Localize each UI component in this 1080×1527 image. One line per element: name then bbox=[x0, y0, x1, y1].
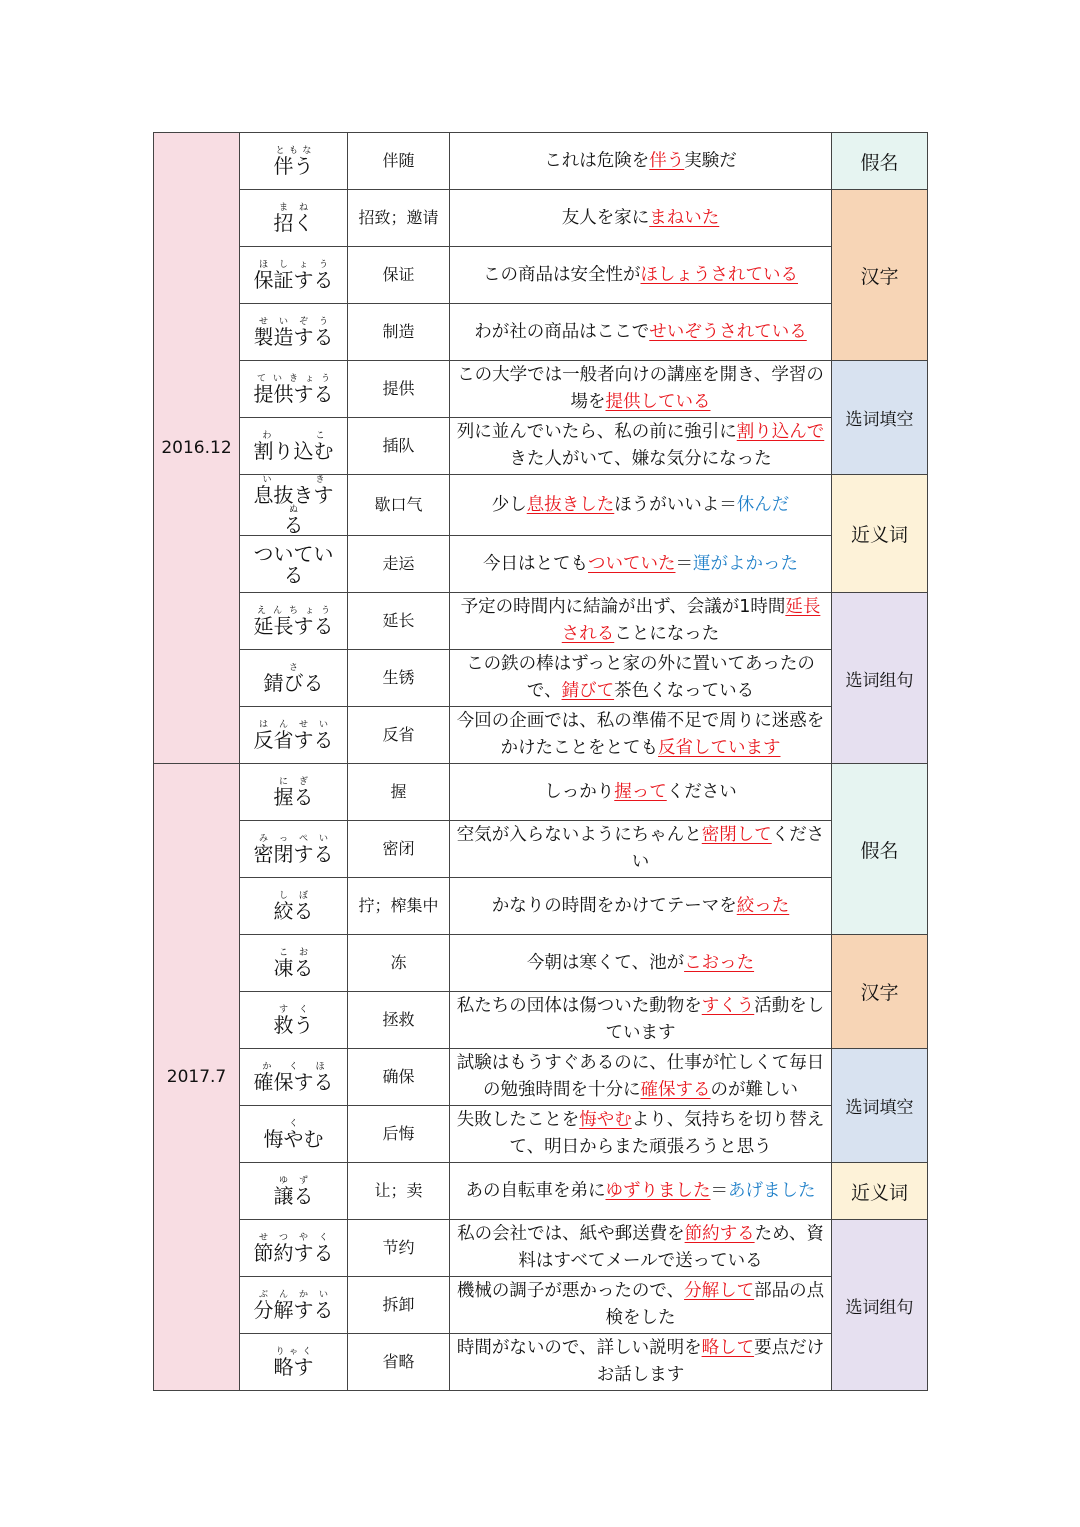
meaning-cell: 走运 bbox=[348, 536, 450, 593]
word-cell bbox=[240, 1163, 348, 1220]
sentence-text: 予定の時間内に結論が出ず、会議が1時間 bbox=[460, 597, 786, 617]
table-row bbox=[154, 418, 928, 475]
example-sentence bbox=[450, 304, 832, 361]
word-text: 錆びる bbox=[263, 671, 324, 695]
sentence-text: しっかり bbox=[544, 781, 615, 802]
word-ruby bbox=[253, 260, 334, 292]
table-row bbox=[154, 304, 928, 361]
sentence-text: 今日はとても bbox=[483, 553, 588, 574]
word-text: 保証する bbox=[253, 268, 334, 292]
example-sentence bbox=[450, 935, 832, 992]
category-label: 假名 bbox=[832, 764, 928, 935]
synonym-text: 休んだ bbox=[736, 494, 790, 515]
sentence-highlight: 悔やむ bbox=[579, 1110, 632, 1130]
table-row bbox=[154, 935, 928, 992]
table-row bbox=[154, 764, 928, 821]
word-reading: ぶんかい bbox=[253, 1290, 334, 1300]
sentence-text: 失敗したことを bbox=[456, 1110, 580, 1130]
word-ruby bbox=[263, 663, 324, 695]
word-cell bbox=[240, 1220, 348, 1277]
example-sentence bbox=[450, 247, 832, 304]
sentence-text: きた人がいて、嫌な気分になった bbox=[509, 449, 772, 469]
word-cell bbox=[240, 133, 348, 190]
sentence-text: ください bbox=[631, 825, 825, 872]
example-sentence bbox=[450, 1220, 832, 1277]
word-reading: さ bbox=[263, 663, 324, 673]
meaning-cell: 保证 bbox=[348, 247, 450, 304]
meaning-cell: 确保 bbox=[348, 1049, 450, 1106]
word-text: 分解する bbox=[253, 1298, 334, 1322]
category-label: 选词组句 bbox=[832, 1220, 928, 1391]
word-ruby bbox=[253, 1062, 334, 1094]
example-sentence bbox=[450, 475, 832, 536]
table-row bbox=[154, 1163, 928, 1220]
sentence-highlight: 分解して bbox=[684, 1281, 755, 1301]
word-text: 確保する bbox=[253, 1070, 334, 1094]
meaning-cell: 节约 bbox=[348, 1220, 450, 1277]
word-text: 息抜きする bbox=[253, 483, 334, 536]
category-label: 假名 bbox=[832, 133, 928, 190]
word-ruby bbox=[253, 720, 334, 752]
sentence-highlight: ついていた bbox=[588, 553, 676, 574]
table-row bbox=[154, 650, 928, 707]
meaning-cell: 密闭 bbox=[348, 821, 450, 878]
sentence-highlight: ゆずりました bbox=[605, 1180, 711, 1201]
meaning-cell: 伴随 bbox=[348, 133, 450, 190]
word-text: 凍る bbox=[273, 956, 314, 980]
sentence-text: のが難しい bbox=[710, 1080, 798, 1100]
word-cell bbox=[240, 247, 348, 304]
synonym-text: あげました bbox=[728, 1180, 816, 1201]
word-reading: ていきょう bbox=[253, 374, 334, 384]
example-sentence bbox=[450, 190, 832, 247]
word-ruby bbox=[253, 317, 334, 349]
sentence-text: 少し bbox=[491, 494, 527, 515]
category-label: 近义词 bbox=[832, 1163, 928, 1220]
sentence-highlight: 密閉して bbox=[701, 825, 772, 845]
meaning-cell: 冻 bbox=[348, 935, 450, 992]
table-row bbox=[154, 133, 928, 190]
word-cell bbox=[240, 361, 348, 418]
sentence-highlight: 反省しています bbox=[658, 738, 781, 758]
word-text: 悔やむ bbox=[263, 1127, 324, 1151]
word-text: 握る bbox=[273, 785, 314, 809]
word-reading: しぼ bbox=[273, 891, 314, 901]
table-row bbox=[154, 361, 928, 418]
table-row bbox=[154, 593, 928, 650]
sentence-text: わが社の商品はここで bbox=[474, 321, 650, 342]
sentence-highlight: 確保する bbox=[640, 1080, 711, 1100]
meaning-cell: 生锈 bbox=[348, 650, 450, 707]
word-cell bbox=[240, 650, 348, 707]
synonym-text: 運がよかった bbox=[693, 553, 798, 574]
vocabulary-table bbox=[153, 132, 928, 1391]
word-ruby bbox=[254, 542, 334, 587]
meaning-cell: 后悔 bbox=[348, 1106, 450, 1163]
table-row bbox=[154, 1049, 928, 1106]
word-reading: えんちょう bbox=[253, 606, 334, 616]
example-sentence bbox=[450, 133, 832, 190]
meaning-cell: 握 bbox=[348, 764, 450, 821]
sentence-text: 時間がないので、詳しい説明を bbox=[456, 1338, 702, 1358]
word-cell bbox=[240, 764, 348, 821]
word-reading: はんせい bbox=[253, 720, 334, 730]
word-reading: ともな bbox=[273, 146, 314, 156]
word-ruby bbox=[253, 475, 334, 536]
sentence-highlight: すくう bbox=[701, 996, 755, 1016]
sentence-text: ことになった bbox=[614, 624, 720, 644]
example-sentence bbox=[450, 1334, 832, 1391]
table-row bbox=[154, 1277, 928, 1334]
sentence-text: 私の会社では、紙や郵送費を bbox=[457, 1224, 685, 1244]
example-sentence bbox=[450, 1163, 832, 1220]
word-reading: ほしょう bbox=[253, 260, 334, 270]
word-text: 提供する bbox=[253, 382, 334, 406]
sentence-text: 部品の点検をした bbox=[605, 1281, 825, 1328]
sentence-highlight: 絞った bbox=[736, 895, 790, 916]
word-text: 割り込む bbox=[253, 439, 334, 463]
sentence-text: ください bbox=[666, 781, 737, 802]
category-label: 近义词 bbox=[832, 475, 928, 593]
sentence-highlight: 握って bbox=[614, 781, 667, 802]
meaning-cell: 反省 bbox=[348, 707, 450, 764]
example-sentence bbox=[450, 418, 832, 475]
word-text: 招く bbox=[273, 211, 314, 235]
example-sentence bbox=[450, 764, 832, 821]
sentence-text: 機械の調子が悪かったので、 bbox=[456, 1281, 685, 1301]
sentence-text: ため、資料はすべてメールで送っている bbox=[518, 1224, 824, 1271]
sentence-text: これは危険を bbox=[544, 150, 650, 171]
word-text: 製造する bbox=[253, 325, 334, 349]
sentence-highlight: ほしょうされている bbox=[640, 264, 798, 285]
example-sentence bbox=[450, 821, 832, 878]
word-reading: みっぺい bbox=[253, 834, 334, 844]
table-row bbox=[154, 190, 928, 247]
word-reading: ゆず bbox=[273, 1176, 314, 1186]
meaning-cell: 让；卖 bbox=[348, 1163, 450, 1220]
table-row bbox=[154, 878, 928, 935]
sentence-text: この大学では一般者向けの講座を開き、学習の場を bbox=[457, 365, 824, 412]
word-cell bbox=[240, 992, 348, 1049]
sentence-text: かなりの時間をかけてテーマを bbox=[491, 895, 737, 916]
sentence-highlight: まねいた bbox=[649, 207, 720, 228]
table-row bbox=[154, 475, 928, 536]
sentence-text: 友人を家に bbox=[561, 207, 650, 228]
category-label: 选词组句 bbox=[832, 593, 928, 764]
word-reading: まね bbox=[273, 203, 314, 213]
sentence-highlight: 錆びて bbox=[561, 681, 615, 701]
word-ruby bbox=[273, 1176, 314, 1208]
word-text: 伴う bbox=[273, 154, 314, 178]
word-text: 救う bbox=[273, 1013, 314, 1037]
word-cell bbox=[240, 935, 348, 992]
table-row bbox=[154, 1220, 928, 1277]
meaning-cell: 省略 bbox=[348, 1334, 450, 1391]
word-reading: すく bbox=[273, 1005, 314, 1015]
meaning-cell: 拧；榨集中 bbox=[348, 878, 450, 935]
word-ruby bbox=[273, 777, 314, 809]
sentence-text: 今回の企画では、私の準備不足で周りに迷惑をかけたことをとても bbox=[456, 711, 825, 758]
meaning-cell: 延长 bbox=[348, 593, 450, 650]
sentence-text: 実験だ bbox=[684, 150, 737, 171]
example-sentence bbox=[450, 1106, 832, 1163]
word-ruby bbox=[273, 1347, 314, 1379]
word-text: 節約する bbox=[253, 1241, 334, 1265]
word-cell bbox=[240, 1106, 348, 1163]
word-reading: かくほ bbox=[253, 1062, 334, 1072]
category-label: 选词填空 bbox=[832, 1049, 928, 1163]
meaning-cell: 歇口气 bbox=[348, 475, 450, 536]
category-label: 选词填空 bbox=[832, 361, 928, 475]
word-cell bbox=[240, 1277, 348, 1334]
word-ruby bbox=[253, 431, 334, 463]
table-row bbox=[154, 1106, 928, 1163]
sentence-highlight: 息抜きした bbox=[526, 494, 615, 515]
sentence-text: 空気が入らないようにちゃんと bbox=[456, 825, 702, 845]
word-cell bbox=[240, 536, 348, 593]
meaning-cell: 插队 bbox=[348, 418, 450, 475]
word-ruby bbox=[273, 1005, 314, 1037]
word-reading: にぎ bbox=[273, 777, 314, 787]
meaning-cell: 招致；邀请 bbox=[348, 190, 450, 247]
session-label: 2016.12 bbox=[154, 133, 240, 764]
example-sentence bbox=[450, 1277, 832, 1334]
word-text: 譲る bbox=[273, 1184, 314, 1208]
word-ruby bbox=[253, 1290, 334, 1322]
sentence-text: ＝ bbox=[675, 553, 693, 574]
word-ruby bbox=[273, 203, 314, 235]
session-label: 2017.7 bbox=[154, 764, 240, 1391]
word-text: 密閉する bbox=[253, 842, 334, 866]
word-text: ついている bbox=[253, 542, 334, 587]
sentence-highlight: 伴う bbox=[649, 150, 685, 171]
meaning-cell: 制造 bbox=[348, 304, 450, 361]
word-ruby bbox=[273, 146, 314, 178]
word-cell bbox=[240, 418, 348, 475]
word-cell bbox=[240, 304, 348, 361]
table-row bbox=[154, 536, 928, 593]
word-text: 反省する bbox=[253, 728, 334, 752]
example-sentence bbox=[450, 878, 832, 935]
word-cell bbox=[240, 1334, 348, 1391]
category-label: 汉字 bbox=[832, 190, 928, 361]
sentence-text: この鉄の棒はずっと家の外に置いてあったので、 bbox=[466, 654, 815, 701]
example-sentence bbox=[450, 593, 832, 650]
word-reading: せいぞう bbox=[253, 317, 334, 327]
sentence-text: ほうがいいよ＝ bbox=[614, 494, 737, 515]
word-reading: せつやく bbox=[253, 1233, 334, 1243]
sentence-text: この商品は安全性が bbox=[483, 264, 641, 285]
word-ruby bbox=[273, 891, 314, 923]
word-ruby bbox=[253, 606, 334, 638]
word-reading: こお bbox=[273, 948, 314, 958]
word-cell bbox=[240, 190, 348, 247]
word-ruby bbox=[253, 1233, 334, 1265]
table-row bbox=[154, 1334, 928, 1391]
sentence-text: ＝ bbox=[710, 1180, 728, 1201]
sentence-text: 茶色くなっている bbox=[614, 681, 755, 701]
word-cell bbox=[240, 593, 348, 650]
table-row bbox=[154, 821, 928, 878]
sentence-text: 列に並んでいたら、私の前に強引に bbox=[456, 422, 737, 442]
word-cell bbox=[240, 707, 348, 764]
sentence-highlight: 提供している bbox=[605, 392, 711, 412]
word-text: 略す bbox=[273, 1355, 314, 1379]
meaning-cell: 拆卸 bbox=[348, 1277, 450, 1334]
meaning-cell: 提供 bbox=[348, 361, 450, 418]
word-cell bbox=[240, 1049, 348, 1106]
sentence-highlight: 延長される bbox=[561, 597, 821, 644]
word-ruby bbox=[273, 948, 314, 980]
sentence-text: 私たちの団体は傷ついた動物を bbox=[456, 996, 702, 1016]
word-reading: りゃく bbox=[273, 1347, 314, 1357]
sentence-text: あの自転車を弟に bbox=[465, 1180, 606, 1201]
word-ruby bbox=[253, 374, 334, 406]
example-sentence bbox=[450, 707, 832, 764]
word-text: 延長する bbox=[253, 614, 334, 638]
sentence-text: 試験はもうすぐあるのに、仕事が忙しくて毎日の勉強時間を十分に bbox=[456, 1053, 825, 1100]
word-ruby bbox=[263, 1119, 324, 1151]
example-sentence bbox=[450, 361, 832, 418]
category-label: 汉字 bbox=[832, 935, 928, 1049]
sentence-text: 要点だけお話します bbox=[596, 1338, 825, 1385]
sentence-highlight: こおった bbox=[684, 952, 755, 973]
example-sentence bbox=[450, 650, 832, 707]
sentence-highlight: 割り込んで bbox=[736, 422, 825, 442]
table-row bbox=[154, 992, 928, 1049]
sentence-text: 活動をしています bbox=[605, 996, 825, 1043]
word-cell bbox=[240, 821, 348, 878]
meaning-cell: 拯救 bbox=[348, 992, 450, 1049]
table-row bbox=[154, 247, 928, 304]
word-text: 絞る bbox=[273, 899, 314, 923]
example-sentence bbox=[450, 536, 832, 593]
word-cell bbox=[240, 878, 348, 935]
sentence-highlight: せいぞうされている bbox=[649, 321, 807, 342]
word-ruby bbox=[253, 834, 334, 866]
word-cell bbox=[240, 475, 348, 536]
table-row bbox=[154, 707, 928, 764]
sentence-text: より、気持ちを切り替えて、明日からまた頑張ろうと思う bbox=[509, 1110, 825, 1157]
word-reading: いきぬ bbox=[253, 475, 334, 515]
sentence-highlight: 節約する bbox=[684, 1224, 755, 1244]
sentence-highlight: 略して bbox=[701, 1338, 755, 1358]
example-sentence bbox=[450, 992, 832, 1049]
word-reading: く bbox=[263, 1119, 324, 1129]
word-reading: わ こ bbox=[253, 431, 334, 441]
example-sentence bbox=[450, 1049, 832, 1106]
sentence-text: 今朝は寒くて、池が bbox=[526, 952, 685, 973]
